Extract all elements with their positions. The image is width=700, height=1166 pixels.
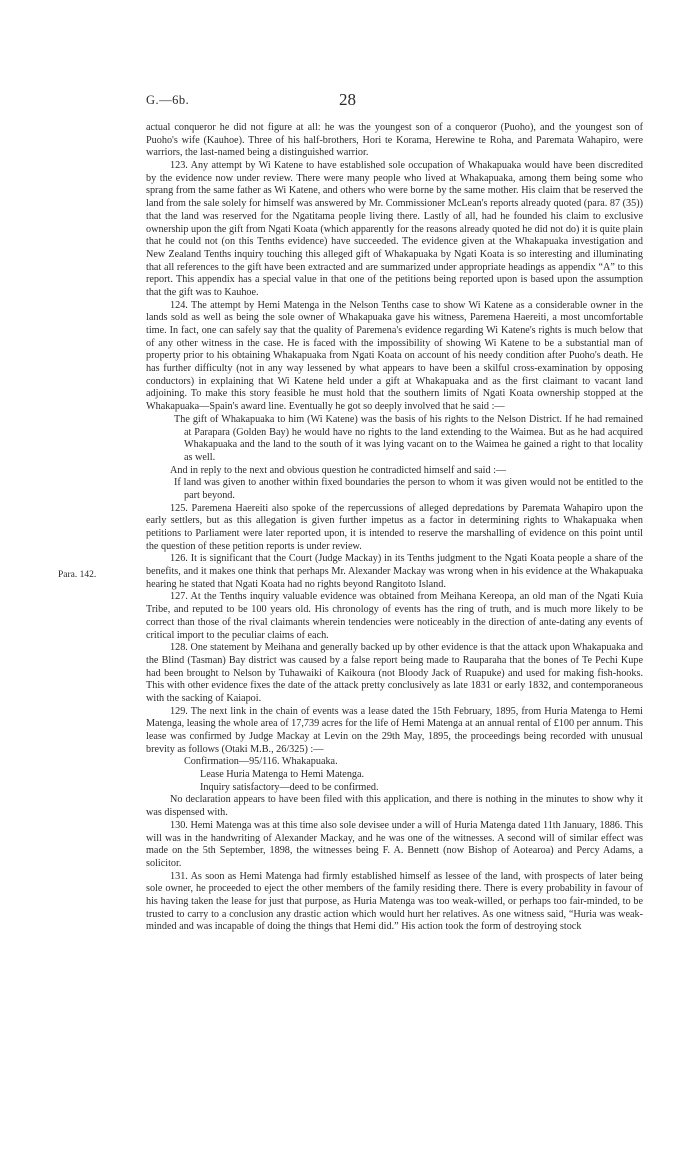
minute-line: Lease Huria Matenga to Hemi Matenga. <box>200 769 365 781</box>
document-body <box>146 122 643 934</box>
paragraph-130: 130. Hemi Matenga was at this time also sole devisee under a will of Huria Matenga dated 11th January, 1886. This will was in the handwriting of Alexander Mackay, and he was one of the witnesses. A second will of similar effect was made on the 5th September, 1898, the witnesses being F. A. Bennett (now Bishop of Aotearoa) and Percy Adams, a solicitor. <box>146 819 643 869</box>
paragraph-125: 125. Paremena Haereiti also spoke of the repercussions of alleged depredations by Paremata Wahapiro upon the early settlers, but as this allegation is given further impetus as a factor in determining rights to Whakapuaka when petitions to Parliament were later reported upon, it is intended to reserve the marshalling of evidence on this point until the question of these petition reports is under review. <box>146 502 643 552</box>
paragraph-124: 124. The attempt by Hemi Matenga in the Nelson Tenths case to show Wi Katene as a considerable owner in the lands sold as well as being the sole owner of Whakapuaka gave his witness, Paremena Haereiti, a most uncomfortable time. In fact, one can safely say that the quality of Paremena's evidence regarding Wi Katene's rights is much below that of any other witness in the case. He is faced with the impossibility of showing Wi Katene to be a substantial man of property prior to his obtaining Whakapuaka from Ngati Koata on account of his needy condition after Puoho's death. He has further difficulty (not in any way lessened by what appears to have been a skilful cross-examination by opposing conductors) in explaining that Wi Katene held under a gift at Whakapuaka and as the first claimant to vacant land adjoining. To make this story feasible he must hold that the southern limits of Ngati Koata ownership stopped at the Whakapuaka—Spain's award line. Eventually he got so deeply involved that he said :— <box>146 299 643 413</box>
minute-line: Inquiry satisfactory—deed to be confirmed. <box>200 781 379 793</box>
paragraph-text: No declaration appears to have been filed with this application, and there is nothing in the minutes to show why it was dispensed with. <box>146 794 643 819</box>
block-quote: The gift of Whakapuaka to him (Wi Katene) was the basis of his rights to the Nelson District. If he had remained at Parapara (Golden Bay) he would have no rights to the land extending to the Waimea. But as he had acquired Whakapuaka and the land to the south of it was lying vacant on to the Waimea he gained a right to that locality as well. <box>174 413 643 463</box>
minute-line: Confirmation—95/116. Whakapuaka. <box>184 756 338 768</box>
page-number: 28 <box>339 90 356 109</box>
document-reference: G.—6b. <box>146 93 190 107</box>
margin-note: Para. 142. <box>58 570 97 580</box>
block-quote: If land was given to another within fixed boundaries the person to whom it was given would not be entitled to the part beyond. <box>174 477 643 501</box>
paragraph-128: 128. One statement by Meihana and generally backed up by other evidence is that the attack upon Whakapuaka and the Blind (Tasman) Bay district was caused by a false report being made to Rauparaha that the bones of Te Pechi Kupe had been brought to Nelson by Tuhawaiki of Kaikoura (not Bloody Jack of Ruapuke) and used for making fish-hooks. This with other evidence fixes the date of the attack pretty conclusively as late 1831 or early 1832, and contemporaneous with the sacking of Kaiapoi. <box>146 642 643 704</box>
paragraph-127: 127. At the Tenths inquiry valuable evidence was obtained from Meihana Kereopa, an old man of the Ngati Kuia Tribe, and reputed to be 100 years old. His chronology of events has the ring of truth, and is much more likely to be correct than those of the rival claimants wherein tendencies were noticeably in the direction of ante-dating any events of critical import to the peculiar claims of each. <box>146 591 643 641</box>
paragraph-text: And in reply to the next and obvious question he contradicted himself and said :— <box>170 464 507 476</box>
paragraph-123: 123. Any attempt by Wi Katene to have established sole occupation of Whakapuaka would have been discredited by the evidence now under review. There were many people who lived at Whakapuaka, among them being some who sprang from the same father as Wi Katene, and others who were borne by the same mother. His claim that be reserved the land from the sale solely for himself was answered by Mr. Commissioner McLean's reports already quoted (para. 87 (35)) that the land was reserved for the Ngatitama people living there. Lastly of all, had he founded his claim to exclusive ownership upon the gift from Ngati Koata (which apparently for the reasons already quoted he did not do) it is quite plain that he could not (on this Tenths evidence) have succeeded. The evidence given at the Whakapuaka investigation and New Zealand Tenths inquiry touching this alleged gift of Whakapuaka by Ngati Koata is so interesting and illuminating that all references to the gift have been extracted and are summarized under appropriate headings as appendix “A” to this report. This appendix has a special value in that one of the petitions being reported upon is based upon the assumption that the gift was to Kauhoe. <box>146 160 643 298</box>
paragraph-126: 126. It is significant that the Court (Judge Mackay) in its Tenths judgment to the Ngati Koata people a share of the benefits, and it makes one think that perhaps Mr. Alexander Mackay was wrong when in his evidence at the Whakapuaka hearing he stated that Ngati Koata had no rights beyond Rangitoto Island. <box>146 553 643 590</box>
paragraph-129: 129. The next link in the chain of events was a lease dated the 15th February, 1895, from Huria Matenga to Hemi Matenga, leasing the whole area of 17,739 acres for the life of Hemi Matenga at an annual rental of £100 per annum. This lease was confirmed by Judge Mackay at Levin on the 29th May, 1895, the proceedings being recorded with unusual brevity as follows (Otaki M.B., 26/325) :— <box>146 705 643 755</box>
paragraph-continuation: actual conqueror he did not figure at all: he was the youngest son of a conqueror (Puoho), and the youngest son of Puoho's wife (Kauhoe). Three of his half-brothers, Hori te Korama, Herewine te Roha, and Paremata Wahapiro, were warriors, the last-named being a distinguished warrior. <box>146 122 643 159</box>
paragraph-131: 131. As soon as Hemi Matenga had firmly established himself as lessee of the land, with prospects of later being sole owner, he proceeded to eject the other members of the family residing there. There is every probability in favour of his having taken the lease for just that purpose, as Huria Matenga was too weak-willed, or perhaps too fair-minded, to be trusted to carry to a conclusion any drastic action which would hurt her relatives. As one witness said, “Huria was weak-minded and was incapable of doing the things that Hemi did.” His action took the form of destroying stock <box>146 870 643 933</box>
